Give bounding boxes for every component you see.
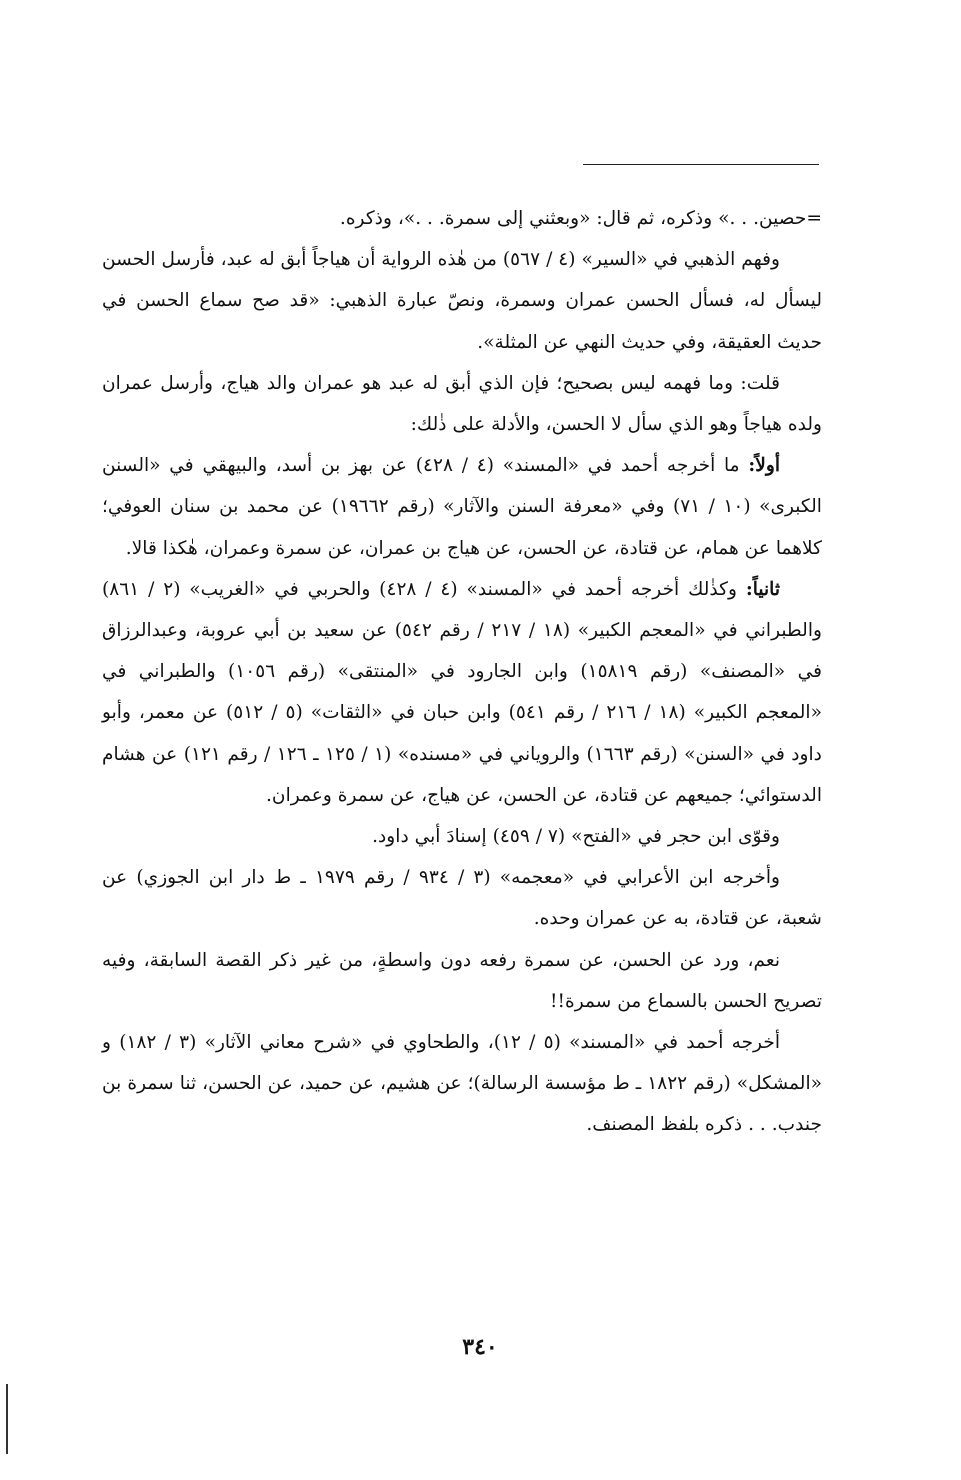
page-number: ٣٤٠ bbox=[462, 1334, 498, 1360]
paragraph-lead-second: ثانياً: bbox=[745, 578, 780, 600]
paragraph-7: وأخرجه ابن الأعرابي في «معجمه» (٣ / ٩٣٤ / رقم ١٩٧٩ ـ ط دار ابن الجوزي) عن شعبة، عن قتادة، به عن عمران وحده. bbox=[102, 867, 822, 930]
paragraph-3: قلت: وما فهمه ليس بصحيح؛ فإن الذي أبق له عبد هو عمران والد هياج، وأرسل عمران ولده هياجاً وهو الذي سأل لا الحسن، والأدلة على ذٰلك: bbox=[102, 372, 822, 436]
paragraph-9: أخرجه أحمد في «المسند» (٥ / ١٢)، والطحاوي في «شرح معاني الآثار» (٣ / ١٨٢) و «المشكل» (رقم ١٨٢٢ ـ ط مؤسسة الرسالة)؛ عن هشيم، عن حميد، عن الحسن، ثنا سمرة بن جندب. . . ذكره بلفظ المصنف. bbox=[102, 1032, 822, 1136]
scan-edge-mark bbox=[6, 1384, 8, 1454]
paragraph-lead-first: أولاً: bbox=[748, 455, 780, 477]
footnote-text-block bbox=[102, 198, 822, 1146]
paragraph-2: وفهم الذهبي في «السير» (٤ / ٥٦٧) من هٰذه الرواية أن هياجاً أبق له عبد، فأرسل الحسن ليسأل له، فسأل الحسن عمران وسمرة، ونصّ عبارة الذهبي: «قد صح سماع الحسن في حديث العقيقة، وفي حديث النهي عن المثلة». bbox=[102, 249, 822, 353]
paragraph-1: =حصين. . .» وذكره، ثم قال: «وبعثني إلى سمرة. . .»، وذكره. bbox=[339, 208, 822, 229]
paragraph-5: ثانياً: وكذٰلك أخرجه أحمد في «المسند» (٤ / ٤٢٨) والحربي في «الغريب» (٢ / ٨٦١) والطبراني في «المعجم الكبير» (١٨ / ٢١٧ / رقم ٥٤٢) عن سعيد بن أبي عروبة، وعبدالرزاق في «المصنف» (رقم ١٥٨١٩) وابن الجارود في «المنتقى» (رقم ١٠٥٦) والطبراني في «المعجم الكبير» (١٨ / ٢١٦ / رقم ٥٤١) وابن حبان في «الثقات» (٥ / ٥١٢) عن معمر، وأبو داود في «السنن» (رقم ١٦٦٣) والروياني في «مسنده» (١ / ١٢٥ ـ ١٢٦ / رقم ١٢١) عن هشام الدستوائي؛ جميعهم عن قتادة، عن الحسن، عن هياج، عن سمرة وعمران. bbox=[102, 578, 822, 806]
paragraph-8: نعم، ورد عن الحسن، عن سمرة رفعه دون واسطةٍ، من غير ذكر القصة السابقة، وفيه تصريح الحسن بالسماع من سمرة!! bbox=[102, 949, 822, 1012]
footnote-separator-rule bbox=[583, 164, 819, 165]
paragraph-4: أولاً: ما أخرجه أحمد في «المسند» (٤ / ٤٢٨) عن بهز بن أسد، والبيهقي في «السنن الكبرى» (١٠ / ٧١) وفي «معرفة السنن والآثار» (رقم ١٩٦٦٢) عن محمد بن سنان العوفي؛ كلاهما عن همام، عن قتادة، عن الحسن، عن هياج بن عمران، عن سمرة وعمران، هٰكذا قالا. bbox=[102, 455, 822, 559]
paragraph-6: وقوّى ابن حجر في «الفتح» (٧ / ٤٥٩) إسنادَ أبي داود. bbox=[372, 826, 780, 848]
